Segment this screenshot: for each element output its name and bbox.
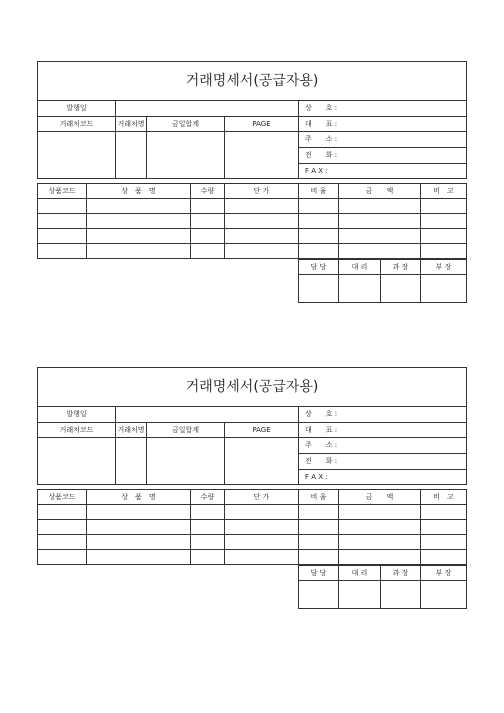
col-amount: 금 액 [339,490,421,505]
header-table [37,367,467,485]
client-name-field[interactable] [116,438,147,485]
approval-staff-label: 담 당 [299,260,339,275]
header-table [37,61,467,179]
issue-date-field[interactable] [116,407,299,423]
approval-staff-label: 담 당 [299,566,339,581]
approval-deputy-sign[interactable] [339,581,381,609]
approval-staff-sign[interactable] [299,581,339,609]
page-header: PAGE [225,423,299,438]
daily-total-field[interactable] [147,132,225,179]
items-table [37,183,467,259]
approval-manager-sign[interactable] [381,275,421,303]
col-product-name: 상 품 명 [87,490,191,505]
approval-director-label: 부 장 [421,260,467,275]
table-row[interactable] [38,520,467,535]
client-name-header: 거래처명 [116,117,147,132]
col-unit-price: 단 가 [225,490,299,505]
supplier-phone-label: 전 화 : [299,454,467,470]
table-row[interactable] [38,229,467,244]
page-field[interactable] [225,132,299,179]
table-row[interactable] [38,214,467,229]
supplier-rep-label: 대 표 : [299,423,467,438]
approval-deputy-label: 대 리 [339,566,381,581]
col-amount: 금 액 [339,184,421,199]
supplier-address-label: 주 소 : [299,132,467,148]
client-code-field[interactable] [38,132,116,179]
col-product-name: 상 품 명 [87,184,191,199]
supplier-fax-label: F A X : [299,164,467,179]
issue-date-label: 발행일 [38,407,116,423]
approval-table [298,259,467,303]
table-row[interactable] [38,550,467,565]
approval-staff-sign[interactable] [299,275,339,303]
supplier-name-label: 상 호 : [299,101,467,117]
table-row[interactable] [38,244,467,259]
supplier-address-label: 주 소 : [299,438,467,454]
daily-total-header: 금일합계 [147,423,225,438]
client-code-header: 거래처코드 [38,117,116,132]
col-ratio: 비 율 [299,184,339,199]
supplier-phone-label: 전 화 : [299,148,467,164]
col-remarks: 비 고 [421,184,467,199]
col-ratio: 비 율 [299,490,339,505]
col-quantity: 수량 [191,184,225,199]
issue-date-label: 발행일 [38,101,116,117]
page-header: PAGE [225,117,299,132]
issue-date-field[interactable] [116,101,299,117]
page-field[interactable] [225,438,299,485]
supplier-fax-label: F A X : [299,470,467,485]
invoice-form-2 [37,367,466,609]
document-title: 거래명세서(공급자용) [38,62,467,101]
table-row[interactable] [38,199,467,214]
client-code-field[interactable] [38,438,116,485]
col-product-code: 상품코드 [38,490,87,505]
col-remarks: 비 고 [421,490,467,505]
approval-director-sign[interactable] [421,581,467,609]
invoice-form-1 [37,61,466,303]
items-table [37,489,467,565]
approval-director-label: 부 장 [421,566,467,581]
approval-manager-label: 과 장 [381,566,421,581]
approval-manager-sign[interactable] [381,581,421,609]
document-title: 거래명세서(공급자용) [38,368,467,407]
daily-total-field[interactable] [147,438,225,485]
client-code-header: 거래처코드 [38,423,116,438]
daily-total-header: 금일합계 [147,117,225,132]
approval-director-sign[interactable] [421,275,467,303]
approval-table [298,565,467,609]
supplier-name-label: 상 호 : [299,407,467,423]
supplier-rep-label: 대 표 : [299,117,467,132]
col-product-code: 상품코드 [38,184,87,199]
table-row[interactable] [38,535,467,550]
table-row[interactable] [38,505,467,520]
approval-deputy-label: 대 리 [339,260,381,275]
approval-deputy-sign[interactable] [339,275,381,303]
approval-manager-label: 과 장 [381,260,421,275]
col-quantity: 수량 [191,490,225,505]
client-name-header: 거래처명 [116,423,147,438]
col-unit-price: 단 가 [225,184,299,199]
client-name-field[interactable] [116,132,147,179]
